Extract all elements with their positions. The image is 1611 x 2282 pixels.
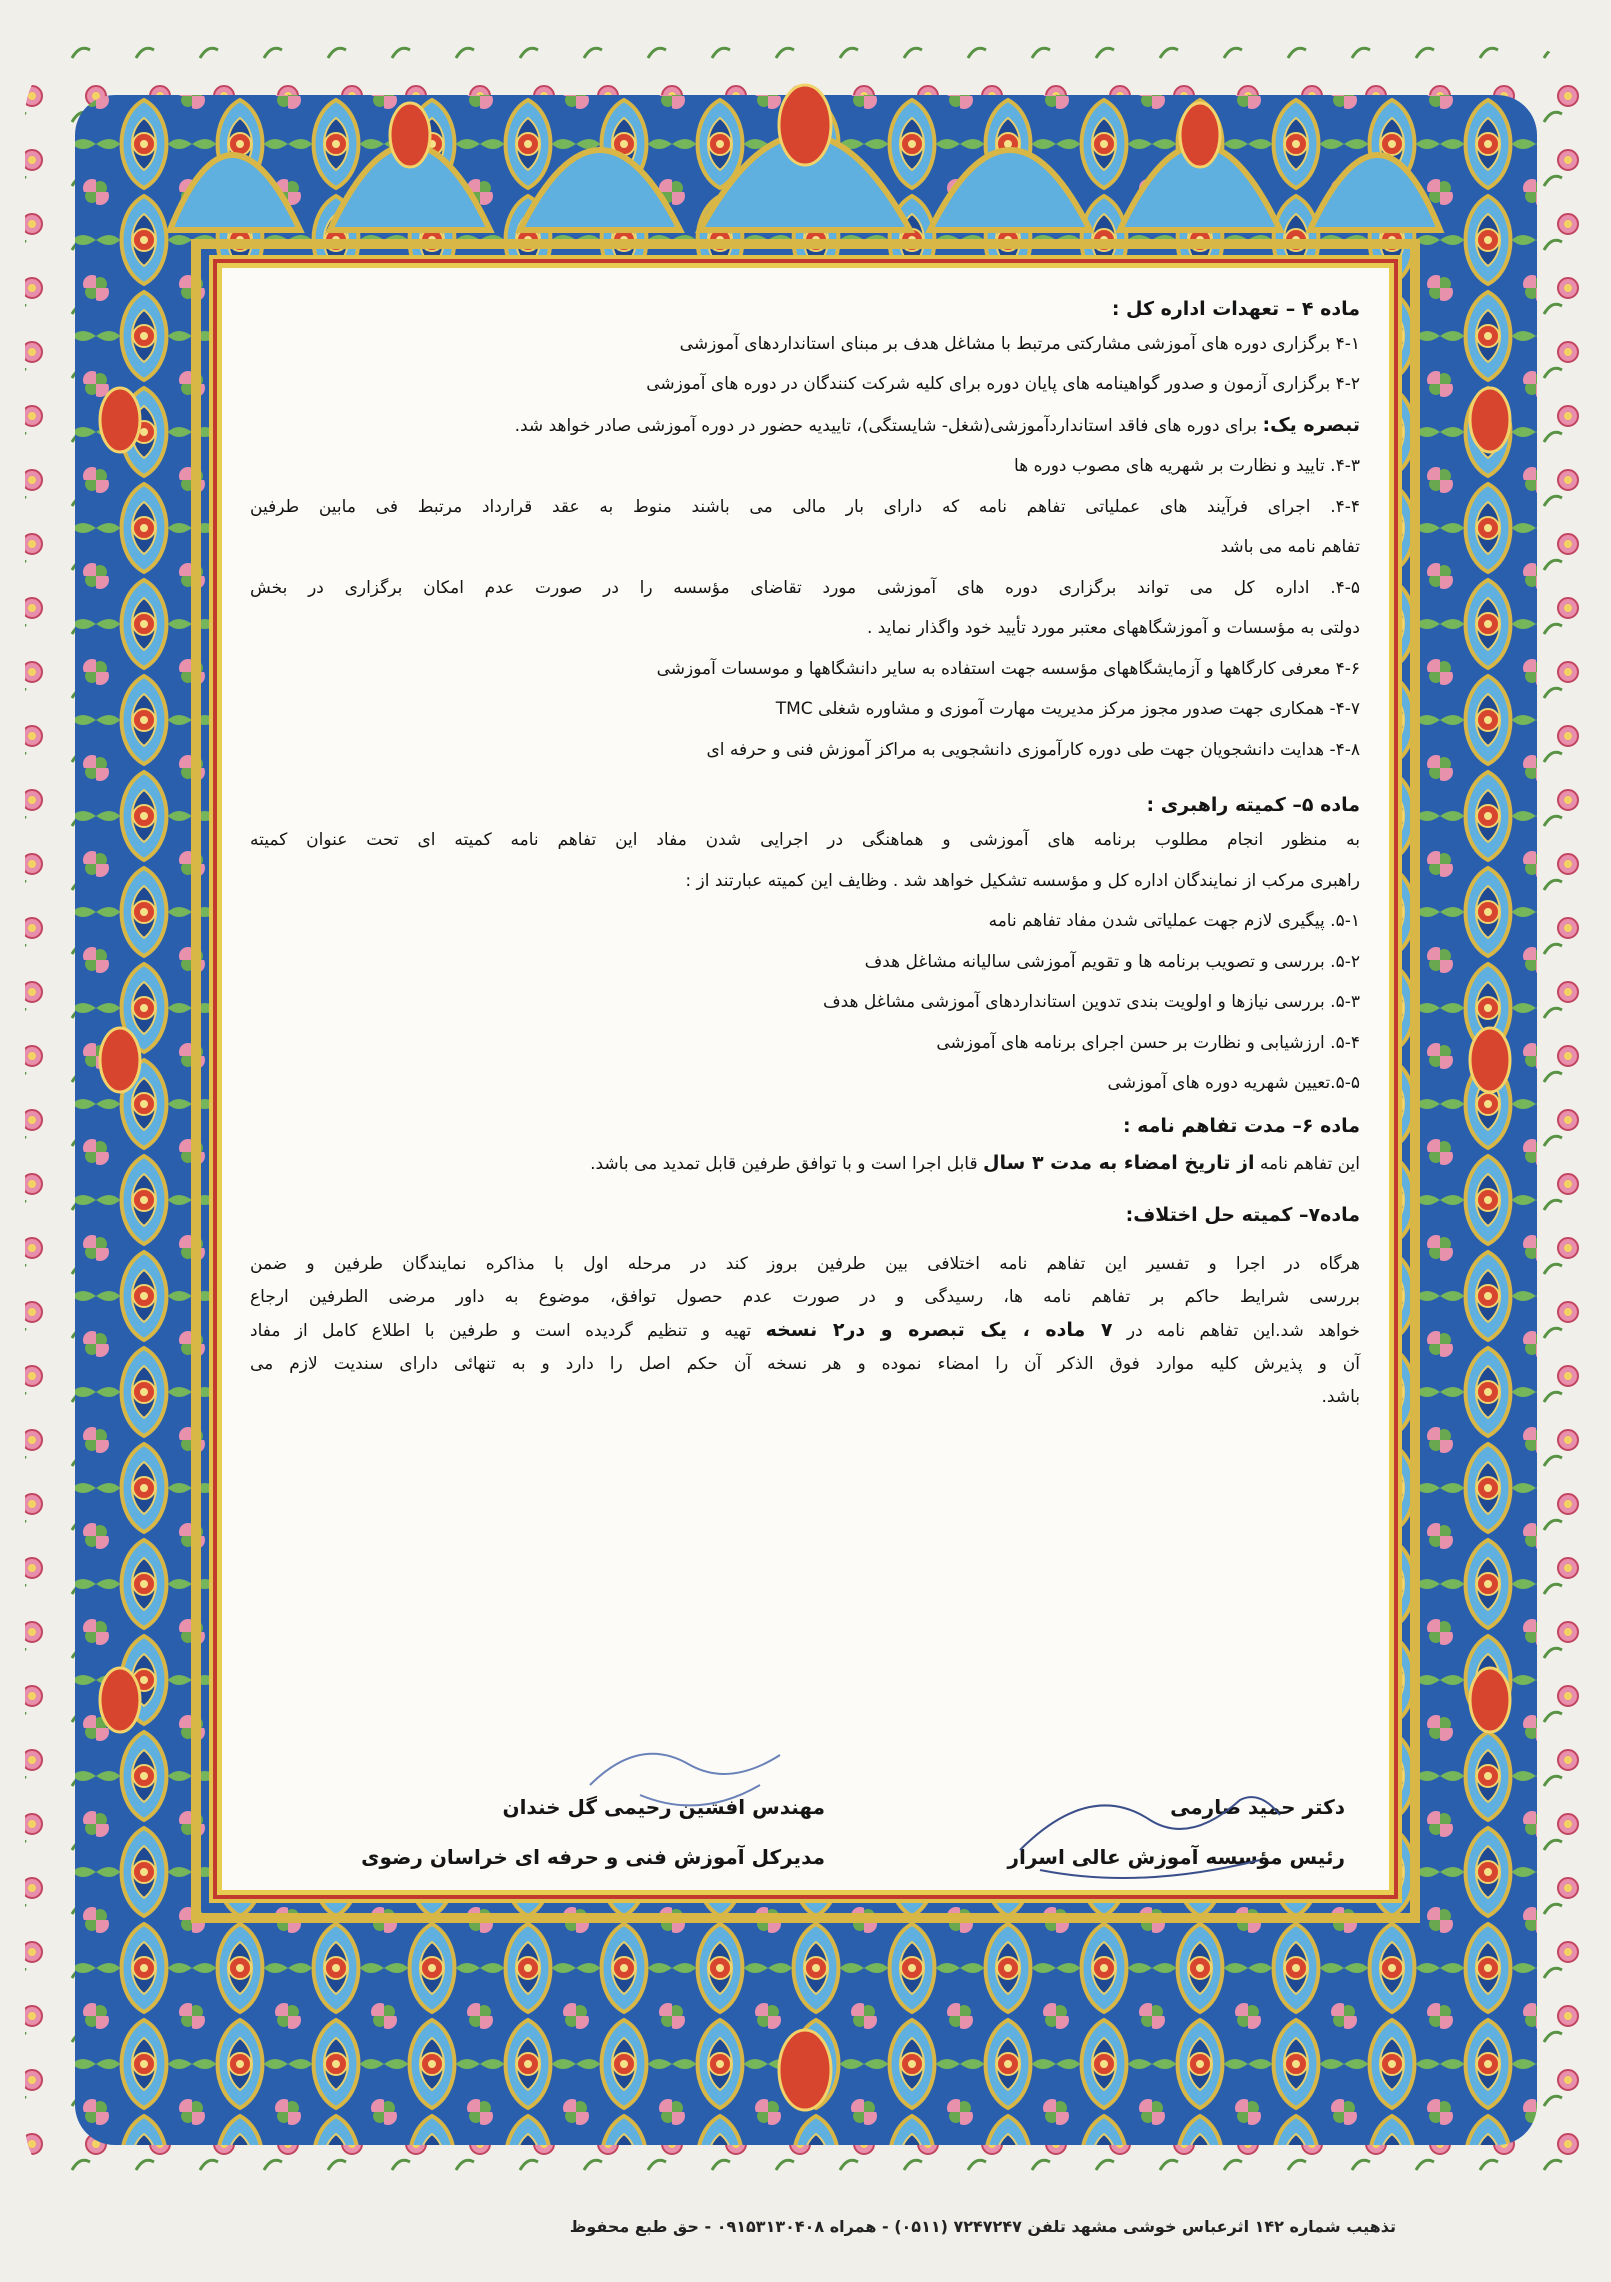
article-4-item-2: ۴-۲ برگزاری آزمون و صدور گواهینامه های پایان دوره برای کلیه شرکت کنندگان در دوره های آموزشی	[646, 374, 1360, 394]
note-text: برای دوره های فاقد استانداردآموزشی(شغل- شایستگی)، تاییدیه حضور در دوره آموزشی صادر خواهد شد.	[514, 416, 1263, 436]
article-6-text	[250, 1152, 1360, 1176]
article-6-text-a: این تفاهم نامه	[1254, 1154, 1360, 1174]
article-7-line-1: هرگاه در اجرا و تفسیر این تفاهم نامه اختلافی بین طرفین بروز کند در مرحله اول با مذاکره نمایندگان طرفین و ضمن	[250, 1254, 1360, 1274]
article-4-item-1: ۴-۱ برگزاری دوره های آموزشی مشارکتی مرتبط با مشاغل هدف بر مبنای استانداردهای آموزشی	[679, 334, 1360, 354]
article-5-heading: ماده ۵– کمیته راهبری :	[1146, 794, 1360, 816]
article-4-item-8: ۴-۸- هدایت دانشجویان جهت طی دوره کارآموزی دانشجویی به مراکز آموزش فنی و حرفه ای	[706, 740, 1360, 760]
article-7-line-3	[250, 1319, 1360, 1343]
article-7-line-3-b: تهیه و تنظیم گردیده است و طرفین با اطلاع کامل از مفاد	[250, 1321, 766, 1341]
signatory-left-title: مدیرکل آموزش فنی و حرفه ای خراسان رضوی	[361, 1845, 825, 1869]
article-6-text-b: قابل اجرا است و با توافق طرفین قابل تمدید می باشد.	[590, 1154, 984, 1174]
article-7-line-2: بررسی شرایط حاکم بر تفاهم نامه ها، رسیدگی و در صورت عدم حصول توافق، موضوع به داور مرضی الطرفین ارجاع	[250, 1287, 1360, 1307]
article-6-heading: ماده ۶– مدت تفاهم نامه :	[1122, 1115, 1360, 1137]
article-5-item-2: ۵-۲. بررسی و تصویب برنامه ها و تقویم آموزشی سالیانه مشاغل هدف	[864, 952, 1360, 972]
article-4-item-6: ۴-۶ معرفی کارگاهها و آزمایشگاههای مؤسسه جهت استفاده به سایر دانشگاهها و موسسات آموزشی	[656, 659, 1360, 679]
article-7-line-3-a: خواهد شد.این تفاهم نامه در	[1112, 1321, 1360, 1341]
signatory-left-name: مهندس افشین رحیمی گل خندان	[502, 1795, 825, 1819]
article-4-item-4-line-2: تفاهم نامه می باشد	[1220, 537, 1360, 557]
document-body	[250, 290, 1360, 1409]
article-4-item-5-line-1: ۴-۵. اداره کل می تواند برگزاری دوره های آموزشی مورد تقاضای مؤسسه را در صورت عدم امکان برگزاری در بخش	[250, 578, 1360, 598]
article-4-heading: ماده ۴ – تعهدات اداره کل :	[1111, 298, 1360, 320]
article-4-item-4-line-1: ۴-۴. اجرای فرآیند های عملیاتی تفاهم نامه که دارای بار مالی می باشند منوط به عقد قرارداد مرتبط فی مابین طرفین	[250, 497, 1360, 517]
signatory-right-title: رئیس مؤسسه آموزش عالی اسرار	[1007, 1845, 1345, 1869]
signature-scribble-right	[1000, 1760, 1300, 1900]
footer-credit: تذهیب شماره ۱۴۲ اثرعباس خوشی مشهد تلفن ۷۲۴۷۲۴۷ (۰۵۱۱) - همراه ۰۹۱۵۳۱۳۰۴۰۸ - حق طبع محفوظ	[569, 2217, 1396, 2236]
article-5-item-5: ۵-۵.تعیین شهریه دوره های آموزشی	[1107, 1073, 1360, 1093]
article-4-item-3: ۴-۳. تایید و نظارت بر شهریه های مصوب دوره ها	[1014, 456, 1360, 476]
article-4-note	[250, 414, 1360, 438]
article-4-item-5-line-2: دولتی به مؤسسات و آموزشگاههای معتبر مورد تأیید خود واگذار نماید .	[866, 618, 1360, 638]
article-5-intro-line-2: راهبری مرکب از نمایندگان اداره کل و مؤسسه تشکیل خواهد شد . وظایف این کمیته عبارتند از :	[685, 871, 1360, 891]
signatory-right-name: دکتر حمید صارمی	[1170, 1795, 1345, 1819]
article-5-item-1: ۵-۱. پیگیری لازم جهت عملیاتی شدن مفاد تفاهم نامه	[988, 911, 1360, 931]
note-label: تبصره یک:	[1262, 414, 1360, 436]
signature-scribble-left	[580, 1725, 800, 1835]
article-5-intro-line-1: به منظور انجام مطلوب برنامه های آموزشی و هماهنگی در اجرایی شدن مفاد این تفاهم نامه کمیته ای تحت عنوان کمیته	[250, 830, 1360, 850]
article-6-duration: از تاریخ امضاء به مدت ۳ سال	[983, 1152, 1255, 1174]
article-7-line-4: آن و پذیرش کلیه موارد فوق الذکر آن را امضاء نموده و هر نسخه آن حکم اصل را دارد و به تنهائی دارای سندیت لازم می	[250, 1354, 1360, 1374]
article-7-line-5: باشد.	[1321, 1387, 1360, 1407]
article-5-item-4: ۵-۴. ارزشیابی و نظارت بر حسن اجرای برنامه های آموزشی	[936, 1033, 1360, 1053]
article-7-counts: ۷ ماده ، یک تبصره و در۲ نسخه	[765, 1319, 1113, 1341]
article-7-heading: ماده۷– کمیته حل اختلاف:	[1125, 1204, 1360, 1226]
article-4-item-7: ۴-۷- همکاری جهت صدور مجوز مرکز مدیریت مهارت آموزی و مشاوره شغلی TMC	[775, 699, 1360, 719]
article-5-item-3: ۵-۳. بررسی نیازها و اولویت بندی تدوین استانداردهای آموزشی مشاغل هدف	[823, 992, 1360, 1012]
